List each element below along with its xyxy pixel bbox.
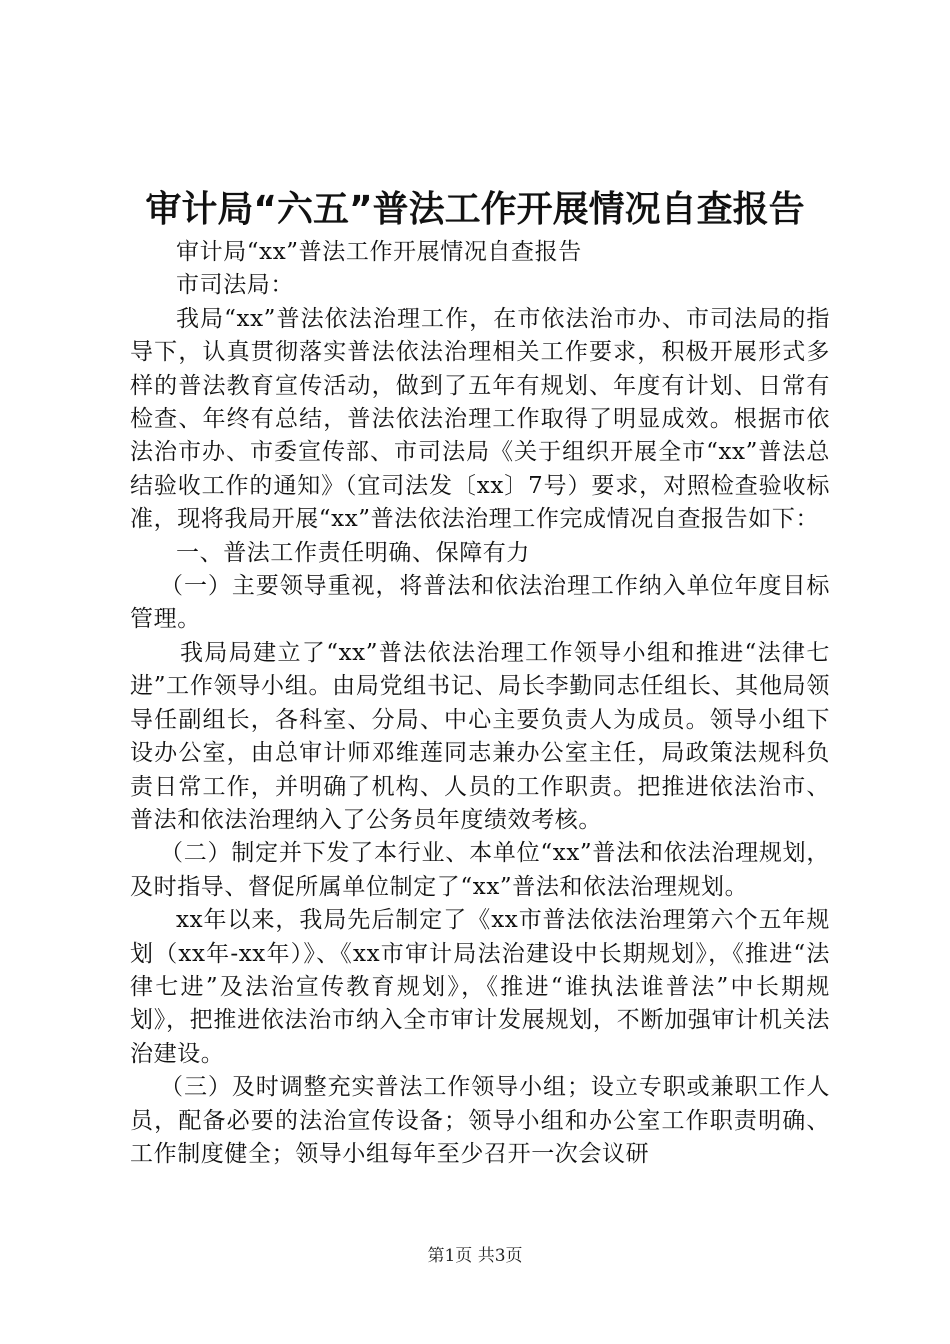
salutation-paragraph: 市司法局：: [176, 272, 294, 299]
intro-paragraph: 我局“xx”普法依法治理工作，在市依法治市办、市司法局的指导下，认真贯彻落实普法依法治理相关工作要求，积极开展形式多样的普法教育宣传活动，做到了五年有规划、年度有计划、日常有检查、年终有总结，普法依法治理工作取得了明显成效。根据市依法治市办、市委宣传部、市司法局《关于组织开展全市“xx”普法总结验收工作的通知》（宜司法发〔xx〕7号）要求，对照检查验收标准，现将我局开展“xx”普法依法治理工作完成情况自查报告如下：: [130, 305, 830, 533]
subsection-3-paragraph: （三）及时调整充实普法工作领导小组；设立专职或兼职工作人员，配备必要的法治宣传设备；领导小组和办公室工作职责明确、工作制度健全；领导小组每年至少召开一次会议研: [130, 1074, 830, 1167]
document-title: 审计局“六五”普法工作开展情况自查报告: [145, 189, 805, 230]
subsection-2-paragraph: （二）制定并下发了本行业、本单位“xx”普法和依法治理规划，及时指导、督促所属单位制定了“xx”普法和依法治理规划。: [130, 840, 830, 900]
section-heading-1: 一、普法工作责任明确、保障有力: [176, 539, 530, 566]
subtitle-paragraph: 审计局“xx”普法工作开展情况自查报告: [176, 239, 582, 265]
subsection-1-paragraph: （一）主要领导重视，将普法和依法治理工作纳入单位年度目标管理。: [130, 573, 830, 633]
page-number-footer: 第1页 共3页: [427, 1246, 523, 1266]
leadership-group-paragraph: 我局局建立了“xx”普法依法治理工作领导小组和推进“法律七进”工作领导小组。由局党组书记、局长李勤同志任组长、其他局领导任副组长，各科室、分局、中心主要负责人为成员。领导小组下设办公室，由总审计师邓维莲同志兼办公室主任，局政策法规科负责日常工作，并明确了机构、人员的工作职责。把推进依法治市、普法和依法治理纳入了公务员年度绩效考核。: [130, 639, 830, 833]
document-body: [130, 236, 830, 1171]
planning-paragraph: xx年以来，我局先后制定了《xx市普法依法治理第六个五年规划（xx年-xx年）》、《xx市审计局法治建设中长期规划》，《推进“法律七进”及法治宣传教育规划》，《推进“谁执法谁普法”中长期规划》，把推进依法治市纳入全市审计发展规划，不断加强审计机关法治建设。: [130, 907, 830, 1067]
